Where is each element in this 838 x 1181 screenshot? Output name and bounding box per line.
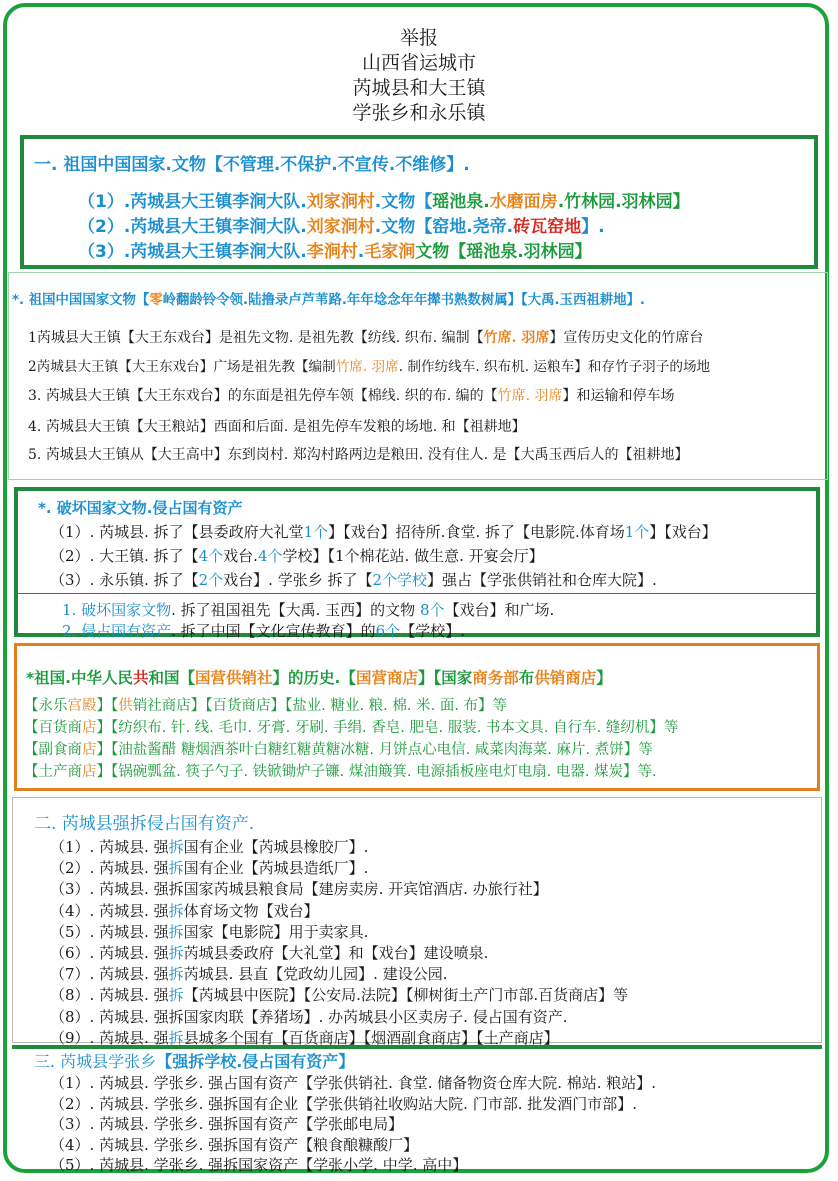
text: 国有企业【芮城县橡胶厂】. [183, 838, 369, 856]
text: 】【锅碗瓢盆. 筷子勺子. 铁锨锄炉子镰. 煤油簸箕. 电源插板座电灯电扇. 电器. 煤炭】等. [96, 764, 657, 780]
text: 拆 [168, 965, 184, 984]
text: 体育场文物【戏台】 [183, 901, 319, 920]
text: （8）. 芮城县. 强 [50, 986, 169, 1005]
text: 拆 [168, 986, 184, 1005]
section-2-row-1 [28, 327, 703, 347]
text: 6个 [375, 622, 401, 640]
text: 县城多个国有【百货商店】【烟酒副食商店】【土产商店】 [183, 1028, 559, 1047]
header-line-2: 山西省运城市 [361, 52, 476, 74]
text: 水磨面房 [489, 192, 558, 212]
section-2-title [12, 289, 645, 308]
text: （2）. 大王镇. 拆了【 [50, 547, 199, 565]
text: .文物【 [374, 192, 433, 212]
section-4-row-2 [24, 716, 678, 737]
section-5-item [50, 942, 488, 963]
text: 拆 [168, 859, 184, 878]
text: （7）. 芮城县. 强 [50, 965, 169, 984]
text: 刘家涧村 [306, 217, 375, 237]
text: 1. 破坏国家文物 [62, 601, 172, 619]
text: （4）. 芮城县. 强 [50, 901, 169, 920]
text: （5）. 芮城县. 强 [50, 922, 169, 941]
text: 【永乐 [24, 698, 68, 714]
text: （3）. 芮城县. 强拆国家芮城县粮食局【建房卖房. 开宾馆酒店. 办旅行社】 [50, 880, 548, 899]
text: . 拆了中国【文化宣传教育】的 [171, 622, 376, 640]
text: （2）. 芮城县. 强 [50, 859, 169, 878]
text: 商务部 [472, 669, 519, 687]
text: 】 [596, 669, 612, 687]
text: 销社商店】【百货商店】【盐业. 糖业. 粮. 棉. 米. 面. 布】等 [132, 698, 508, 714]
text: 岭翻龄铃令领.陆撸录卢芦苇路.年年埝念年年撵书熟数树属】【大禹.玉西祖耕地】. [162, 293, 645, 308]
text: 【强拆学校.侵占国有资产】 [156, 1052, 355, 1071]
text: 竹席. 羽席 [335, 359, 399, 375]
section-6-item: （2）. 芮城县. 学张乡. 强拆国有企业【学张供销社收购站大院. 门市部. 批发酒门市部】. [50, 1094, 637, 1113]
text: 【副食商 [24, 742, 82, 758]
text: . 拆了祖国祖先【大禹. 玉西】的文物 [171, 601, 420, 619]
text: 毛家涧 [364, 242, 416, 262]
text: 文物【瑶池泉.羽林园】 [415, 242, 592, 262]
text: 】【戏台】招待所.食堂. 拆了【电影院.体育场 [328, 523, 625, 541]
text: 国家【电影院】用于卖家具. [183, 922, 369, 941]
section-3-title: *. 破坏国家文物.侵占国有资产 [38, 499, 243, 517]
text: 】宣传历史文化的竹席台 [549, 330, 704, 346]
page-header [0, 26, 838, 126]
text: 国营供销社 [195, 669, 273, 687]
text: 【学校】. [400, 622, 465, 640]
text: 拆 [168, 944, 184, 962]
text: 】的历史.【 [272, 669, 356, 687]
text: 拆 [168, 838, 184, 856]
text: 拆 [168, 922, 184, 941]
text: （9）. 芮城县. 强 [50, 1028, 169, 1047]
text: 刘家涧村 [306, 192, 375, 212]
text: 学校】【1个棉花站. 做生意. 开宴会厅】 [282, 547, 544, 565]
section-4-title [26, 666, 612, 688]
section-5-item [50, 857, 368, 878]
text: .竹林园.羽林园】 [557, 192, 690, 212]
section-3-row-1 [50, 521, 717, 542]
text: .文物【窑地.尧帝. [374, 217, 514, 237]
text: 店 [82, 742, 97, 758]
text: 】和运输和停车场 [562, 388, 675, 404]
section-6-title [34, 1049, 354, 1072]
text: 戏台. [223, 547, 258, 565]
text: 零 [149, 293, 163, 308]
text: 供销商店 [534, 669, 597, 687]
text: 】【油盐酱醋 糖烟酒茶叶白糖红糖黄糖冰糖. 月饼点心电信. 咸菜肉海菜. 麻片. 煮饼】等 [96, 742, 653, 758]
text: 拆 [168, 1028, 184, 1047]
header-line-4: 学张乡和永乐镇 [352, 102, 486, 124]
text: （8）. 芮城县. 强拆国家肉联【养猪场】. 办芮城县小区卖房子. 侵占国有资产. [50, 1007, 568, 1026]
text: 瑶池泉. [432, 192, 490, 212]
text: 竹席. 羽席 [497, 388, 563, 404]
section-3-summary-2 [62, 620, 465, 641]
section-2-row-3 [28, 385, 675, 405]
text: . [357, 242, 365, 262]
text: 2. 侵占国有资产 [62, 622, 172, 640]
text: *祖国.中华人民 [26, 669, 133, 687]
section-1-title: 一. 祖国中国国家.文物【不管理.不保护.不宣传.不维修】. [34, 155, 470, 175]
text: 芮城县委政府【大礼堂】和【戏台】建设喷泉. [183, 944, 489, 962]
text: 2个 [198, 571, 224, 589]
text: 砖瓦窑地 [513, 217, 582, 237]
section-5-item [50, 900, 319, 921]
text: 1个 [624, 523, 650, 541]
text: （1）. 芮城县. 拆了【县委政府大礼堂 [50, 523, 304, 541]
text: 】【纺织布. 针. 线. 毛巾. 牙膏. 牙刷. 手绢. 香皂. 肥皂. 服装. 书本文具. 自行车. 缝纫机】等 [96, 720, 679, 736]
section-5-title: 二. 芮城县强拆侵占国有资产. [34, 814, 255, 834]
section-5-item [50, 836, 368, 857]
text: 【戏台】和广场. [444, 601, 555, 619]
text: （6）. 芮城县. 强 [50, 944, 169, 962]
text: （1）. 芮城县. 强 [50, 838, 169, 856]
text: 】【 [96, 698, 119, 714]
section-5-item [50, 1006, 567, 1027]
text: 戏台】. 学张乡 拆了【 [223, 571, 373, 589]
section-3-row-2 [50, 545, 544, 566]
text: 4个 [198, 547, 224, 565]
section-4-row-1 [24, 694, 507, 715]
section-3-summary-1 [62, 599, 554, 620]
section-5-item [50, 963, 447, 984]
text: 拆 [168, 901, 184, 920]
text: 供 [118, 698, 133, 714]
section-1-item-3 [78, 237, 592, 262]
header-line-1: 举报 [399, 27, 438, 49]
text: 店 [82, 764, 97, 780]
text: 2个学校 [372, 571, 428, 589]
text: 2芮城县大王镇【大王东戏台】广场是祖先教【编制 [28, 359, 336, 375]
text: . 制作纺线车. 织布机. 运粮车】和存竹子羽子的场地 [398, 359, 711, 375]
section-6-item: （4）. 芮城县. 学张乡. 强拆国有资产【粮食酿糠酸厂】 [50, 1135, 419, 1154]
text: 店 [82, 720, 97, 736]
section-2-row-5: 5. 芮城县大王镇从【大王高中】东到岗村. 郑沟村路两边是粮田. 没有住人. 是【大禹玉西后人的【祖耕地】 [28, 447, 689, 463]
section-1-item-2 [78, 212, 605, 237]
text: 李涧村 [306, 242, 358, 262]
section-6-item: （1）. 芮城县. 学张乡. 强占国有资产【学张供销社. 食堂. 储备物资仓库大院. 棉站. 粮站】. [50, 1074, 657, 1092]
section-4-row-3 [24, 738, 653, 759]
text: 芮城县. 县直【党政幼儿园】. 建设公园. [183, 965, 448, 984]
text: 】. [581, 217, 605, 237]
text: 】【国家 [417, 669, 473, 687]
text: 三. 芮城县学张乡 [34, 1052, 157, 1071]
text: 1个 [303, 523, 329, 541]
text: 】强占【学张供销社和仓库大院】. [427, 571, 657, 589]
header-line-3: 芮城县和大王镇 [352, 77, 486, 99]
text: 国营商店 [355, 669, 418, 687]
text: （2）.芮城县大王镇李涧大队. [78, 217, 307, 237]
text: 】【戏台】 [649, 523, 717, 541]
text: 竹席. 羽席 [483, 330, 550, 346]
section-4-row-4 [24, 760, 657, 781]
section-3-divider [18, 593, 816, 594]
text: 宫殿 [67, 698, 97, 714]
text: 1芮城县大王镇【大王东戏台】是祖先文物. 是祖先教【纺线. 织布. 编制【 [28, 330, 484, 346]
section-5-item [50, 878, 548, 899]
text: 【百货商 [24, 720, 82, 736]
text: 共 [133, 669, 149, 687]
section-5-item [50, 921, 368, 942]
text: （1）.芮城县大王镇李涧大队. [78, 192, 307, 212]
text: 国有企业【芮城县造纸厂】. [183, 859, 369, 878]
text: 【芮城县中医院】【公安局.法院】【柳树街土产门市部.百货商店】等 [183, 986, 629, 1005]
text: 3. 芮城县大王镇【大王东戏台】的东面是祖先停车领【棉线. 织的布. 编的【 [28, 388, 498, 404]
text: （3）.芮城县大王镇李涧大队. [78, 242, 307, 262]
section-2-row-4: 4. 芮城县大王镇【大王粮站】西面和后面. 是祖先停车发粮的场地. 和【祖耕地】 [28, 419, 526, 435]
section-2-row-2 [28, 355, 710, 375]
section-1-item-1 [78, 187, 690, 212]
text: （3）. 永乐镇. 拆了【 [50, 571, 199, 589]
text: 【土产商 [24, 764, 82, 780]
text: 和国【 [148, 669, 196, 687]
section-6-item: （3）. 芮城县. 学张乡. 强拆国有资产【学张邮电局】 [50, 1115, 404, 1133]
section-5-item [50, 984, 628, 1005]
text: 布 [518, 669, 535, 687]
text: 4个 [257, 547, 283, 565]
section-6-item: （5）. 芮城县. 学张乡. 强拆国家资产【学张小学. 中学. 高中】 [50, 1156, 468, 1174]
text: *. 祖国中国国家文物【 [12, 293, 150, 308]
text: 8个 [419, 601, 445, 619]
section-3-row-3 [50, 569, 657, 590]
